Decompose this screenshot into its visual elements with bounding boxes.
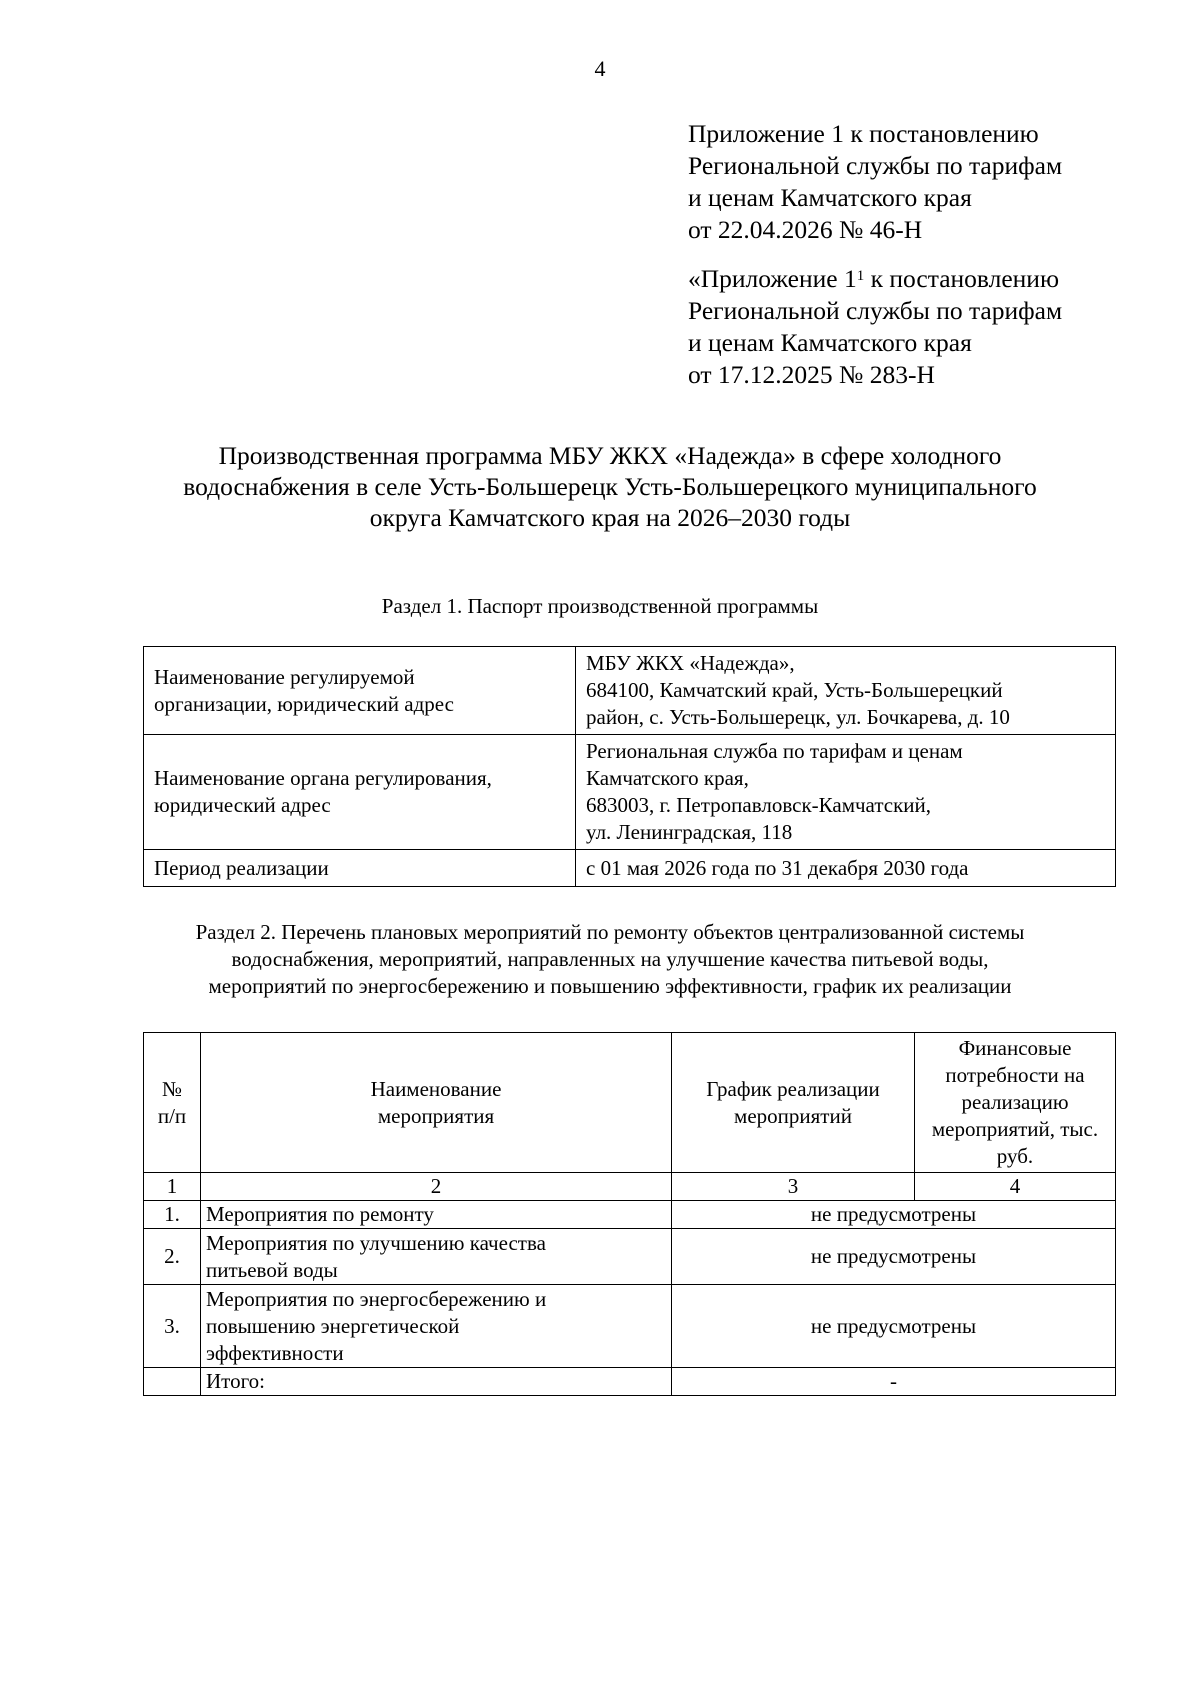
cell-line: с 01 мая 2026 года по 31 декабря 2030 года [586,855,969,880]
section2-title-line: мероприятий по энергосбережению и повышению эффективности, график их реализации [208,974,1012,998]
cell-line: п/п [157,1103,187,1128]
passport-value [576,647,1116,735]
title-line: водоснабжения в селе Усть-Большерецк Усть-Большерецкого муниципального [183,472,1037,501]
cell-line: Мероприятия по ремонту [206,1202,434,1226]
cell-line: Наименование регулируемой [154,664,415,689]
column-number: 3 [672,1173,915,1201]
passport-table [143,646,1116,887]
cell-line: питьевой воды [206,1257,338,1282]
cell-line: Наименование [370,1076,502,1101]
document-title [110,440,1110,533]
appendix-suffix: к постановлению [864,264,1059,293]
cell-line: Камчатского края, [586,766,749,790]
row-value: не предусмотрены [672,1285,1116,1368]
column-number: 2 [201,1173,672,1201]
row-name [201,1285,672,1368]
column-number-row [144,1173,1116,1201]
row-name [201,1201,672,1229]
title-line: Производственная программа МБУ ЖКХ «Надежда» в сфере холодного [218,441,1002,470]
header-num [144,1033,201,1173]
appendix-previous [688,263,1158,391]
appendix-current [688,118,1158,246]
total-label: Итого: [201,1368,672,1396]
appendix-line: от 22.04.2026 № 46-Н [688,215,923,244]
table-row [144,1285,1116,1368]
cell-line: юридический адрес [154,793,331,817]
cell-line: МБУ ЖКХ «Надежда», [586,651,795,675]
table-row [144,647,1116,735]
passport-value [576,735,1116,850]
section2-title-line: Раздел 2. Перечень плановых мероприятий по ремонту объектов централизованной системы [195,920,1025,944]
appendix-prefix: «Приложение 1 [688,264,857,293]
cell-line: мероприятий [734,1103,852,1128]
cell-line: эффективности [206,1340,344,1365]
cell-line: Мероприятия по улучшению качества [206,1230,546,1255]
row-name [201,1229,672,1285]
cell-line: мероприятий, тыс. [931,1117,1099,1141]
total-row [144,1368,1116,1396]
header-finance [915,1033,1116,1173]
appendix-line [688,263,1158,295]
appendix-line: Приложение 1 к постановлению [688,119,1039,148]
header-name [201,1033,672,1173]
row-num: 1. [144,1201,201,1229]
row-num: 3. [144,1285,201,1368]
passport-label [144,850,576,887]
row-num [144,1368,201,1396]
cell-line: Период реализации [154,855,329,880]
cell-line: Региональная служба по тарифам и ценам [586,739,963,763]
appendix-line: Региональной службы по тарифам [688,151,1063,180]
passport-value [576,850,1116,887]
cell-line: 684100, Камчатский край, Усть-Большерецкий [586,678,1003,702]
cell-line: руб. [996,1144,1034,1168]
section1-title: Раздел 1. Паспорт производственной программы [381,594,819,618]
cell-line: Мероприятия по энергосбережению и [206,1286,547,1311]
column-number: 1 [144,1173,201,1201]
cell-line: ул. Ленинградская, 118 [586,820,793,844]
plan-table [143,1032,1116,1396]
header-row [144,1033,1116,1173]
cell-line: повышению энергетической [206,1313,460,1338]
title-line: округа Камчатского края на 2026–2030 годы [369,503,851,532]
table-row [144,850,1116,887]
appendix-line: и ценам Камчатского края [688,328,972,357]
cell-line: Финансовые [958,1036,1072,1060]
appendix-line: и ценам Камчатского края [688,183,972,212]
cell-line: район, с. Усть-Большерецк, ул. Бочкарева, д. 10 [586,705,1010,729]
passport-label [144,735,576,850]
table-row [144,735,1116,850]
cell-line: Наименование органа регулирования, [154,766,492,790]
column-number: 4 [915,1173,1116,1201]
row-value: не предусмотрены [672,1229,1116,1285]
appendix-line: от 17.12.2025 № 283-Н [688,360,935,389]
appendix-line: Региональной службы по тарифам [688,296,1063,325]
cell-line: мероприятия [377,1103,495,1128]
appendix-superscript: 1 [856,268,865,284]
table-row [144,1229,1116,1285]
section2-title [110,919,1110,1000]
section2-title-line: водоснабжения, мероприятий, направленных на улучшение качества питьевой воды, [231,947,989,971]
row-num: 2. [144,1229,201,1285]
cell-line: 683003, г. Петропавловск-Камчатский, [586,793,932,817]
passport-label [144,647,576,735]
header-schedule [672,1033,915,1173]
table-row [144,1201,1116,1229]
page-number: 4 [594,56,606,81]
cell-line: № [161,1076,183,1101]
total-value: - [672,1368,1116,1396]
cell-line: График реализации [706,1076,880,1101]
cell-line: реализацию [961,1090,1069,1114]
row-value: не предусмотрены [672,1201,1116,1229]
cell-line: организации, юридический адрес [154,691,454,716]
cell-line: потребности на [945,1063,1085,1087]
